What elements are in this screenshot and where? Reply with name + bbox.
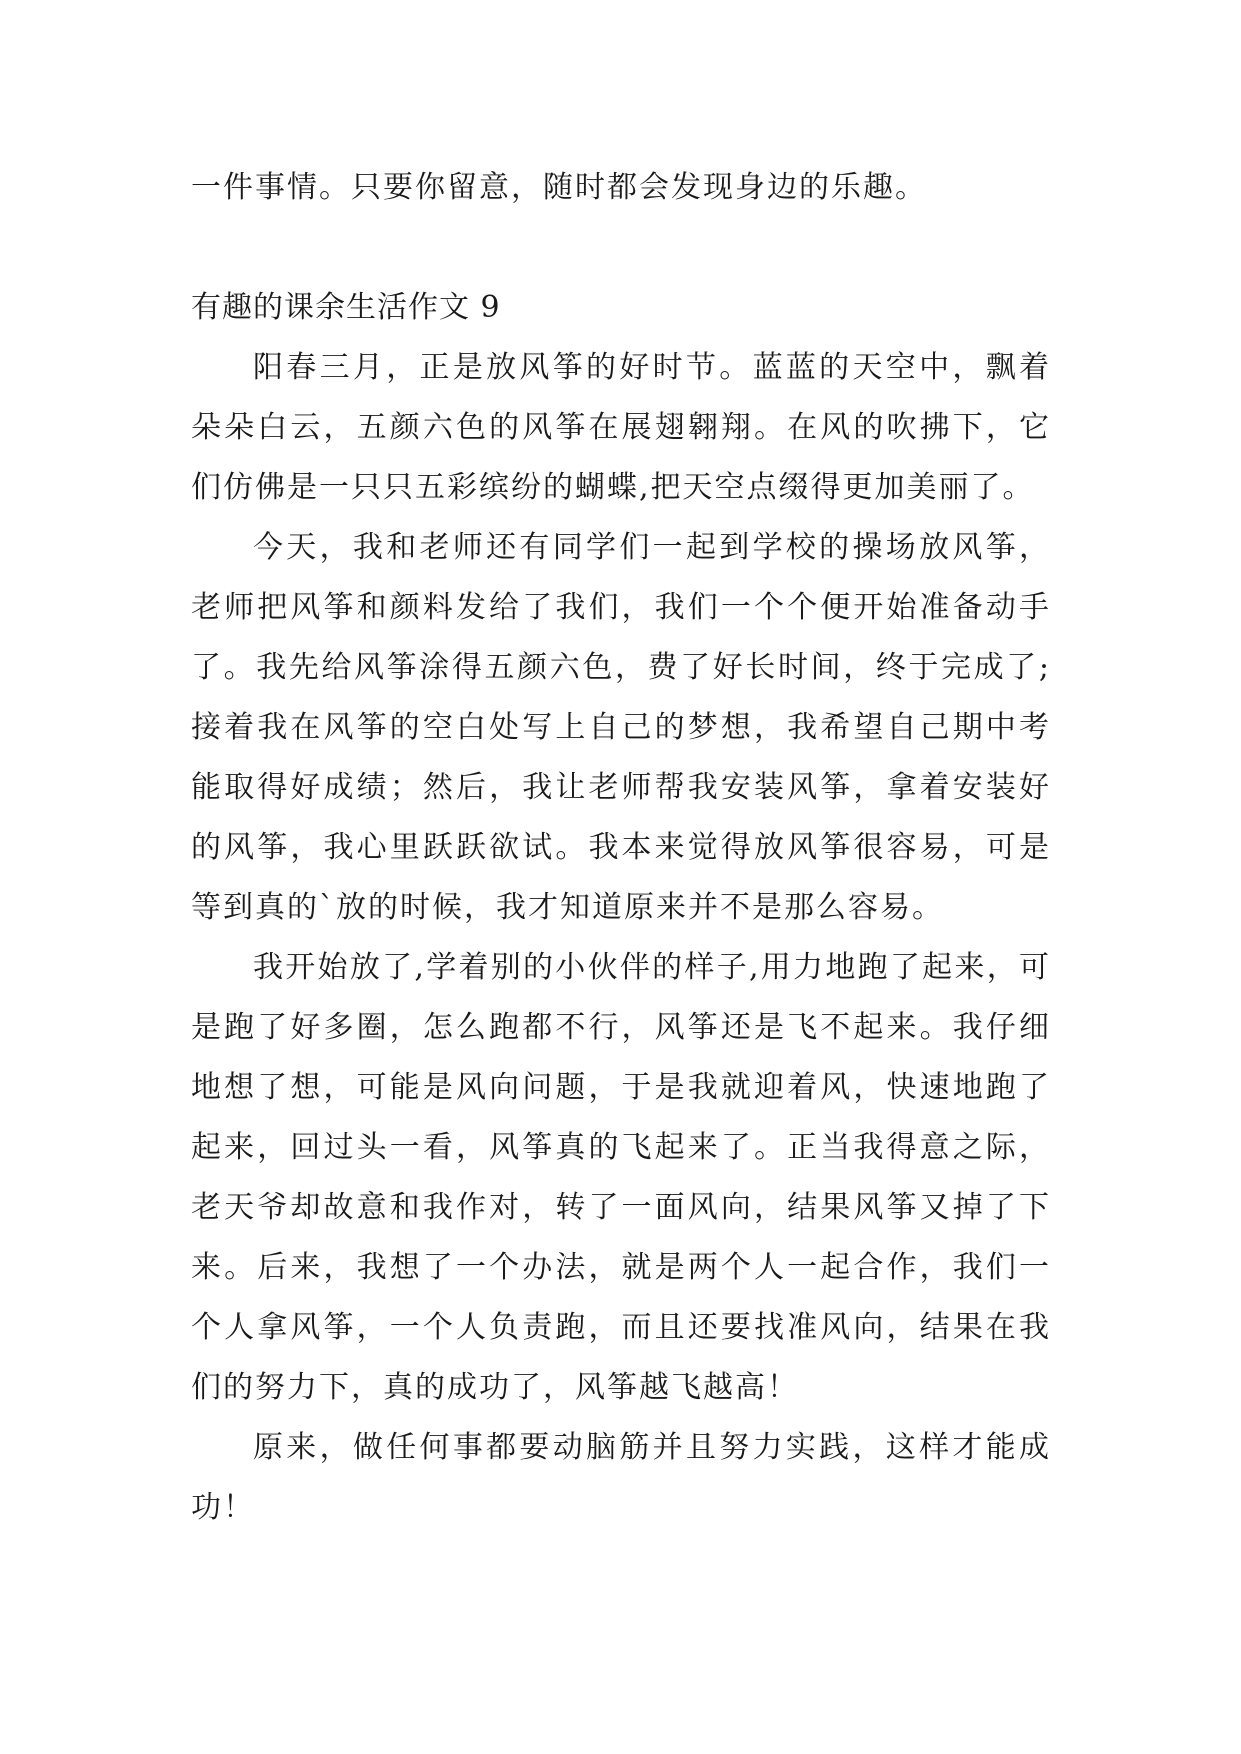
continued-paragraph-line: 一件事情。只要你留意，随时都会发现身边的乐趣。 — [191, 170, 927, 205]
paragraph-1: 阳春三月，正是放风筝的好时节。蓝蓝的天空中，飘着朵朵白云，五颜六色的风筝在展翅翱翔。在风的吹拂下，它们仿佛是一只只五彩缤纷的蝴蝶,把天空点缀得更加美丽了。 — [191, 350, 1051, 505]
document-body — [191, 158, 1051, 1538]
paragraph-4: 原来，做任何事都要动脑筋并且努力实践，这样才能成功！ — [191, 1430, 1051, 1525]
paragraph-3: 我开始放了,学着别的小伙伴的样子,用力地跑了起来，可是跑了好多圈，怎么跑都不行，风筝还是飞不起来。我仔细地想了想，可能是风向问题，于是我就迎着风，快速地跑了起来，回过头一看，风筝真的飞起来了。正当我得意之际，老天爷却故意和我作对，转了一面风向，结果风筝又掉了下来。后来，我想了一个办法，就是两个人一起合作，我们一个人拿风筝，一个人负责跑，而且还要找准风向，结果在我们的努力下，真的成功了，风筝越飞越高！ — [191, 950, 1051, 1405]
essay-title: 有趣的课余生活作文 9 — [191, 290, 501, 325]
paragraph-2: 今天，我和老师还有同学们一起到学校的操场放风筝，老师把风筝和颜料发给了我们，我们一个个便开始准备动手了。我先给风筝涂得五颜六色，费了好长时间，终于完成了;接着我在风筝的空白处写上自己的梦想，我希望自己期中考能取得好成绩；然后，我让老师帮我安装风筝，拿着安装好的风筝，我心里跃跃欲试。我本来觉得放风筝很容易，可是等到真的`放的时候，我才知道原来并不是那么容易。 — [191, 530, 1051, 925]
